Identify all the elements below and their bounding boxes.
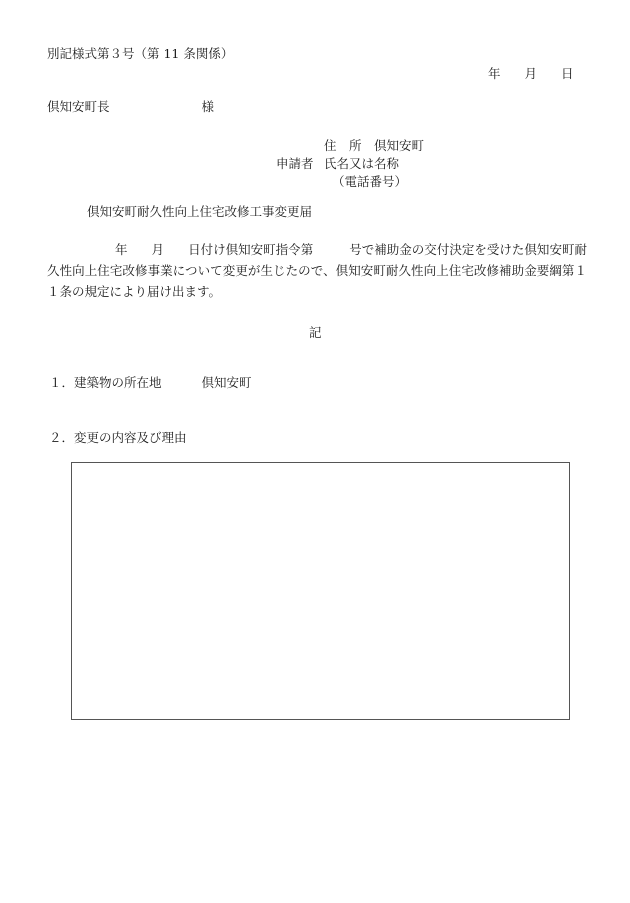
phone-label: （電話番号） — [332, 174, 408, 190]
body-dated-prefix: 日付け倶知安町指令第 — [188, 242, 314, 257]
applicant-block — [276, 137, 424, 191]
address-label: 住 所 — [324, 138, 362, 153]
applicant-phone-row — [276, 173, 424, 191]
body-year: 年 — [115, 242, 128, 257]
name-label: 氏名又は名称 — [324, 156, 400, 172]
applicant-address-row — [276, 137, 424, 155]
ki-heading: 記 — [309, 325, 322, 340]
addressee — [47, 101, 214, 114]
addressee-honorific: 様 — [201, 99, 215, 114]
body-number-suffix: 号で補助金の交付決定を受けた倶知安町耐久性向上住宅改修事業について変更が生じたので、倶知安町耐久性向上住宅改修補助金要綱第１１条の規定により届け出ます。 — [47, 242, 587, 299]
item-change-reason: ２．変更の内容及び理由 — [49, 430, 187, 445]
date-month-label: 月 — [524, 66, 538, 81]
item1-value: 倶知安町 — [201, 375, 252, 390]
item1-label: １．建築物の所在地 — [49, 375, 162, 390]
date-line — [488, 68, 574, 81]
address-value: 倶知安町 — [374, 138, 425, 153]
applicant-label: 申請者 — [276, 156, 314, 172]
body-paragraph — [47, 239, 587, 302]
document-title: 倶知安町耐久性向上住宅改修工事変更届 — [87, 204, 313, 219]
form-number: 別記様式第３号（第 11 条関係） — [47, 46, 234, 61]
date-day-label: 日 — [561, 66, 574, 81]
date-year-label: 年 — [488, 66, 501, 81]
change-reason-box[interactable] — [71, 462, 570, 720]
body-month: 月 — [151, 242, 165, 257]
addressee-name: 倶知安町長 — [47, 99, 110, 114]
applicant-name-row — [276, 155, 424, 173]
item-building-location — [49, 377, 252, 390]
